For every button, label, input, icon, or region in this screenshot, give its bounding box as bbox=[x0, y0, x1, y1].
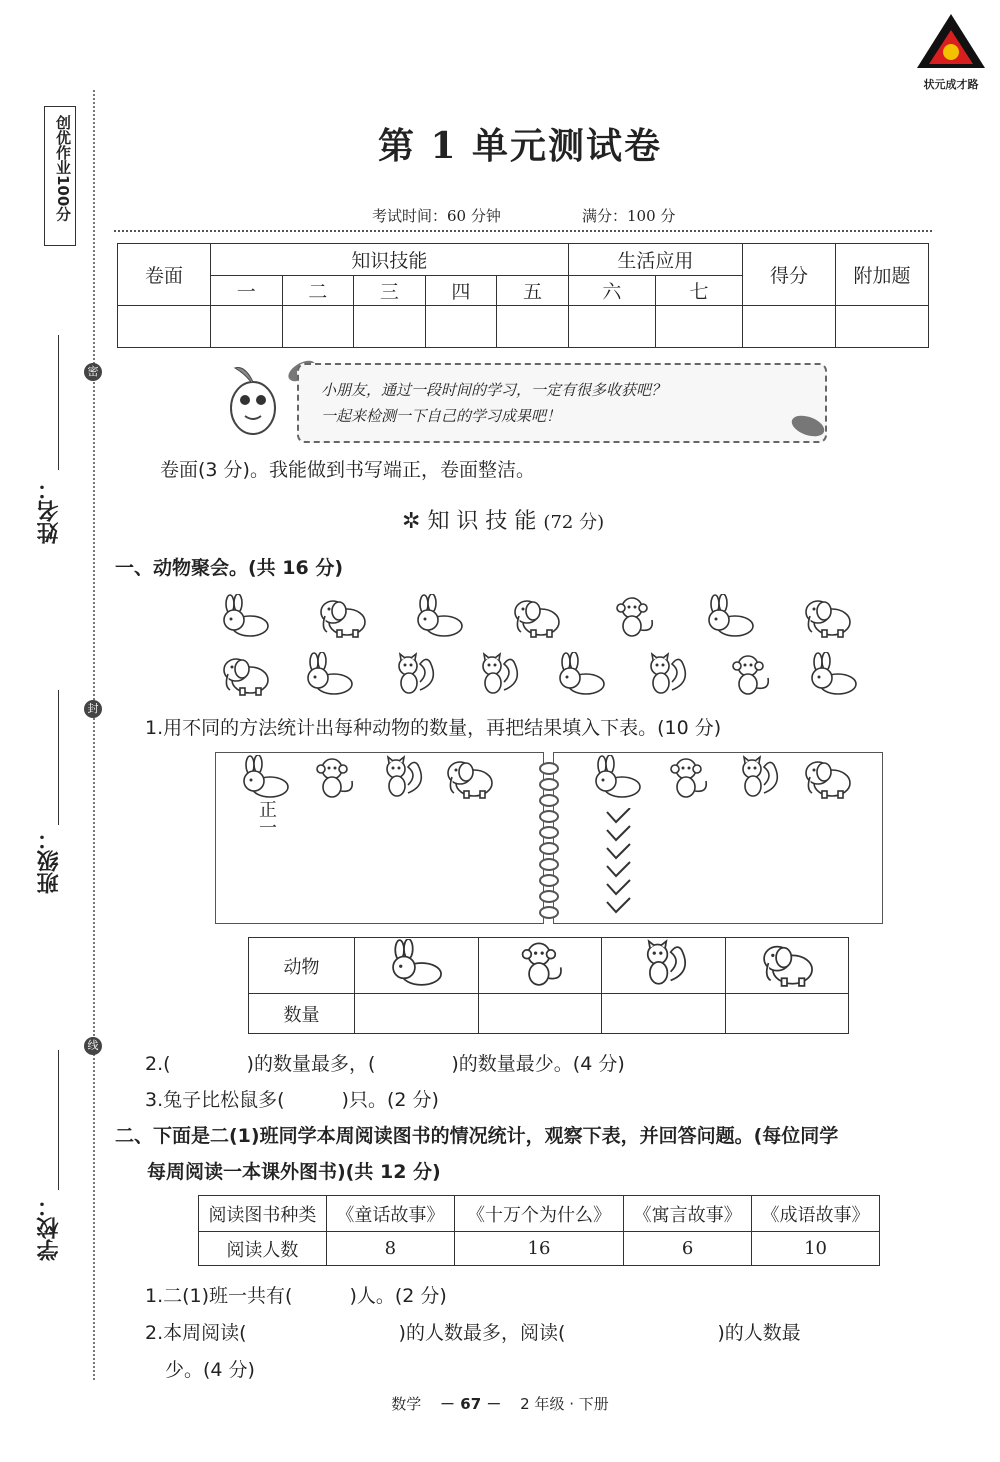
monkey-icon bbox=[510, 971, 570, 992]
greeting-bubble bbox=[297, 363, 827, 443]
score-header-defen: 得分 bbox=[743, 244, 836, 306]
table-animal-cell bbox=[602, 938, 726, 994]
reading-header: 《十万个为什么》 bbox=[454, 1196, 623, 1232]
rabbit-icon bbox=[590, 755, 644, 799]
row-label-count: 数量 bbox=[249, 994, 355, 1034]
monkey-icon bbox=[722, 652, 776, 696]
reading-header: 阅读图书种类 bbox=[199, 1196, 327, 1232]
name-label: 姓名： bbox=[37, 478, 62, 544]
score-col: 六 bbox=[568, 276, 655, 306]
rabbit-icon bbox=[238, 755, 292, 799]
mascot-icon bbox=[215, 360, 295, 444]
squirrel-icon bbox=[386, 652, 440, 696]
reading-table bbox=[198, 1195, 880, 1266]
q2-sub1: 1.二(1)班一共有( )人。(2 分) bbox=[145, 1285, 447, 1307]
binder-ring-icon bbox=[539, 842, 559, 855]
score-cell[interactable] bbox=[354, 306, 426, 348]
score-cell[interactable] bbox=[835, 306, 928, 348]
binder-ring-icon bbox=[539, 890, 559, 903]
score-col: 二 bbox=[282, 276, 354, 306]
table-animal-cell bbox=[478, 938, 602, 994]
score-col: 一 bbox=[210, 276, 282, 306]
exam-time: 考试时间：60 分钟 bbox=[372, 207, 501, 225]
section-title-knowledge: ✲ 知 识 技 能 (72 分) bbox=[402, 509, 605, 534]
binder-ring-icon bbox=[539, 858, 559, 871]
exam-full-score: 满分：100 分 bbox=[582, 207, 676, 225]
brand-logo-text: 状元成才路 bbox=[923, 78, 979, 91]
name-line bbox=[58, 335, 59, 470]
class-label: 班级： bbox=[37, 828, 62, 894]
row-label-animal: 动物 bbox=[249, 938, 355, 994]
reading-header: 《寓言故事》 bbox=[624, 1196, 752, 1232]
q2-title-line1: 二、下面是二(1)班同学本周阅读图书的情况统计，观察下表，并回答问题。(每位同学 bbox=[115, 1125, 839, 1147]
score-header-zhishi: 知识技能 bbox=[210, 244, 568, 276]
score-header-juanmian: 卷面 bbox=[118, 244, 211, 306]
page-footer: 数学 － 67 － 2 年级 · 下册 bbox=[391, 1395, 609, 1413]
check-marks bbox=[604, 808, 634, 924]
rabbit-icon bbox=[218, 594, 272, 638]
binder-ring-icon bbox=[539, 778, 559, 791]
star-icon: ✲ bbox=[402, 509, 421, 534]
answer-cell[interactable] bbox=[355, 994, 479, 1034]
reading-value: 10 bbox=[752, 1232, 880, 1266]
answer-cell[interactable] bbox=[478, 994, 602, 1034]
score-cell[interactable] bbox=[282, 306, 354, 348]
table-animal-cell bbox=[355, 938, 479, 994]
score-col: 七 bbox=[655, 276, 742, 306]
rabbit-icon bbox=[386, 971, 446, 992]
q1-sub3: 3.兔子比松鼠多( )只。(2 分) bbox=[145, 1089, 439, 1111]
score-cell[interactable] bbox=[568, 306, 655, 348]
greeting-line: 一起来检测一下自己的学习成果吧！ bbox=[321, 407, 562, 425]
cut-line bbox=[93, 90, 95, 1380]
score-col: 三 bbox=[354, 276, 426, 306]
leaf-icon bbox=[788, 408, 828, 448]
greeting-line: 小朋友，通过一段时间的学习，一定有很多收获吧？ bbox=[321, 381, 667, 399]
elephant-icon bbox=[315, 594, 369, 638]
score-cell[interactable] bbox=[210, 306, 282, 348]
rabbit-icon bbox=[412, 594, 466, 638]
binder-ring-icon bbox=[539, 810, 559, 823]
school-label: 学校： bbox=[37, 1195, 62, 1261]
squirrel-icon bbox=[374, 755, 428, 799]
rabbit-icon bbox=[302, 652, 356, 696]
squirrel-icon bbox=[633, 971, 693, 992]
answer-cell[interactable] bbox=[602, 994, 726, 1034]
elephant-icon bbox=[442, 755, 496, 799]
q1-sub1: 1.用不同的方法统计出每种动物的数量，再把结果填入下表。(10 分) bbox=[145, 717, 722, 739]
score-col: 五 bbox=[497, 276, 569, 306]
monkey-icon bbox=[660, 755, 714, 799]
q2-title-line2: 每周阅读一本课外图书)(共 12 分) bbox=[147, 1161, 441, 1183]
elephant-icon bbox=[218, 652, 272, 696]
seal-xian: 线 bbox=[84, 1037, 102, 1055]
elephant-icon bbox=[800, 755, 854, 799]
squirrel-icon bbox=[638, 652, 692, 696]
elephant-icon bbox=[757, 971, 817, 992]
rabbit-icon bbox=[554, 652, 608, 696]
class-line bbox=[58, 690, 59, 825]
header-divider bbox=[114, 230, 932, 232]
reading-row-label: 阅读人数 bbox=[199, 1232, 327, 1266]
juanmian-note: 卷面(3 分)。我能做到书写端正，卷面整洁。 bbox=[160, 459, 535, 481]
seal-mi: 密 bbox=[84, 363, 102, 381]
rabbit-icon bbox=[703, 594, 757, 638]
reading-value: 16 bbox=[454, 1232, 623, 1266]
page-number: － 67 － bbox=[440, 1395, 502, 1413]
animal-count-table bbox=[248, 937, 849, 1034]
q2-sub2-line2: 少。(4 分) bbox=[165, 1359, 255, 1381]
score-table bbox=[117, 243, 929, 348]
reading-header: 《童话故事》 bbox=[326, 1196, 454, 1232]
reading-value: 8 bbox=[326, 1232, 454, 1266]
school-line bbox=[58, 1050, 59, 1190]
monkey-icon bbox=[606, 594, 660, 638]
brand-box: 创优作业100分 bbox=[44, 106, 76, 246]
elephant-icon bbox=[509, 594, 563, 638]
reading-value: 6 bbox=[624, 1232, 752, 1266]
binder-ring-icon bbox=[539, 762, 559, 775]
binder-ring-icon bbox=[539, 874, 559, 887]
squirrel-icon bbox=[730, 755, 784, 799]
score-cell[interactable] bbox=[497, 306, 569, 348]
rabbit-icon bbox=[806, 652, 860, 696]
tally-mark-zheng: 正 一 bbox=[259, 800, 277, 839]
monkey-icon bbox=[306, 755, 360, 799]
page-title: 第 1 单元测试卷 bbox=[377, 125, 663, 167]
q1-title: 一、动物聚会。(共 16 分) bbox=[115, 557, 344, 579]
squirrel-icon bbox=[470, 652, 524, 696]
score-col: 四 bbox=[425, 276, 497, 306]
brand-logo bbox=[915, 12, 987, 92]
q1-sub2: 2.( )的数量最多，( )的数量最少。(4 分) bbox=[145, 1053, 625, 1075]
table-animal-cell bbox=[725, 938, 849, 994]
binder-ring-icon bbox=[539, 906, 559, 919]
seal-feng: 封 bbox=[84, 700, 102, 718]
reading-header: 《成语故事》 bbox=[752, 1196, 880, 1232]
score-cell[interactable] bbox=[655, 306, 742, 348]
elephant-icon bbox=[800, 594, 854, 638]
score-cell[interactable] bbox=[743, 306, 836, 348]
score-header-fujia: 附加题 bbox=[835, 244, 928, 306]
score-cell[interactable] bbox=[425, 306, 497, 348]
score-header-shenghuo: 生活应用 bbox=[568, 244, 742, 276]
binder-ring-icon bbox=[539, 826, 559, 839]
answer-cell[interactable] bbox=[725, 994, 849, 1034]
q2-sub2-line1: 2.本周阅读( )的人数最多，阅读( )的人数最 bbox=[145, 1322, 801, 1344]
score-cell[interactable] bbox=[118, 306, 211, 348]
binder-ring-icon bbox=[539, 794, 559, 807]
